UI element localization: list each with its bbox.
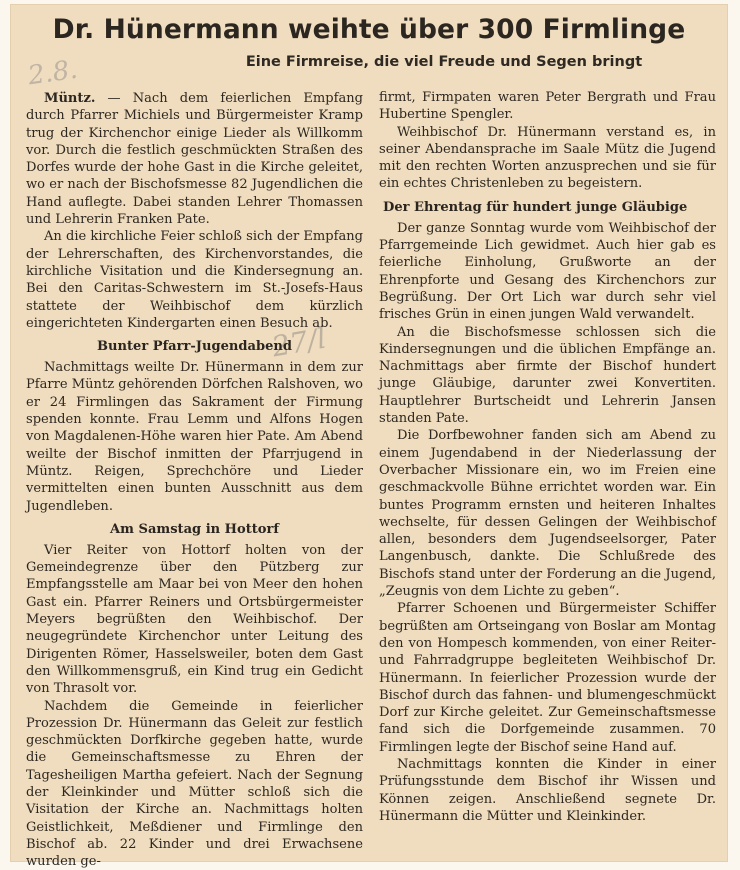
- paragraph: Der ganze Sonntag wurde vom Weihbischof der Pfarrgemeinde Lich gewidmet. Auch hier gab es feierliche Einholung, Grußworte an der Ehrenpforte und Gesang des Kirchenchors zur Begrüßung. Der Ort Lich war durch sehr viel frisches Grün in einen jungen Wald verwandelt.: [379, 220, 716, 324]
- paragraph: Nachmittags weilte Dr. Hünermann in dem zur Pfarre Müntz gehörenden Dörfchen Ralshoven, wo er 24 Firmlingen das Sakrament der Firmung spenden konnte. Frau Lemm und Alfons Hogen von Magdalenen-Höhe waren hier Pate. Am Abend weilte der Bischof inmitten der Pfarrjugend in Müntz. Reigen, Sprechchöre und Lieder vermittelten einen bunten Ausschnitt aus dem Jugendleben.: [26, 359, 363, 515]
- paragraph: Die Dorfbewohner fanden sich am Abend zu einem Jugendabend in der Niederlassung der Overbacher Missionare ein, wo im Freien eine geschmackvolle Bühne errichtet worden war. Ein buntes Programm ernsten und heiteren Inhaltes wechselte, für dessen Gelingen der Weihbischof allen, besonders dem Jugendseelsorger, Pater Langenbusch, dankte. Die Schlußrede des Bischofs stand unter der Forderung an die Jugend, „Zeugnis von dem Lichte zu geben“.: [379, 427, 716, 600]
- paragraph: Nachdem die Gemeinde in feierlicher Prozession Dr. Hünermann das Geleit zur festlich geschmückten Dorfkirche gegeben hatte, wurde die Gemeinschaftsmesse zu Ehren der Tagesheiligen Martha gefeiert. Nach der Segnung der Kleinkinder und Mütter schloß sich die Visitation der Kirche an. Nachmittags holten Geistlichkeit, Meßdiener und Firmlinge den Bischof ab. 22 Kinder und drei Erwachsene wurden ge-: [26, 698, 363, 870]
- article-column-right: [379, 89, 716, 825]
- section-heading: Bunter Pfarr-Jugendabend: [26, 338, 363, 355]
- article-subheadline: Eine Firmreise, die viel Freude und Segen bringt: [160, 54, 728, 70]
- paragraph: Vier Reiter von Hottorf holten von der Gemeindegrenze über den Pützberg zur Empfangsstelle am Maar bei von Meer den hohen Gast ein. Pfarrer Reiners und Ortsbürgermeister Meyers begrüßten den Weihbischof. Der neugegründete Kirchenchor unter Leitung des Dirigenten Römer, Hasselsweiler, boten dem Gast den Willkommensgruß, ein Kind trug ein Gedicht von Thrasolt vor.: [26, 542, 363, 698]
- handwritten-date-note: 2.8.: [26, 55, 79, 92]
- section-heading: Der Ehrentag für hundert junge Gläubige: [379, 199, 716, 216]
- newspaper-clipping: [10, 4, 728, 862]
- article-column-left: [26, 90, 363, 870]
- paragraph: Weihbischof Dr. Hünermann verstand es, in seiner Abendansprache im Saale Mütz die Jugend mit den rechten Worten anzusprechen und sie für ein echtes Christenleben zu begeistern.: [379, 124, 716, 193]
- paragraph: An die kirchliche Feier schloß sich der Empfang der Lehrerschaften, des Kirchenvorstandes, die kirchliche Visitation und die Kindersegnung an. Bei den Caritas-Schwestern im St.-Josefs-Haus stattete der Weihbischof dem kürzlich eingerichteten Kindergarten einen Besuch ab.: [26, 228, 363, 332]
- handwritten-margin-note: 27/l: [270, 322, 329, 364]
- article-headline: Dr. Hünermann weihte über 300 Firmlinge: [10, 14, 728, 45]
- paragraph: Pfarrer Schoenen und Bürgermeister Schiffer begrüßten am Ortseingang von Boslar am Montag den von Hompesch kommenden, von einer Reiter- und Fahrradgruppe begleiteten Weihbischof Dr. Hünermann. In feierlicher Prozession wurde der Bischof durch das fahnen- und blumengeschmückt Dorf zur Kirche geleitet. Zur Gemeinschaftsmesse fand sich die Dorfgemeinde zusammen. 70 Firmlingen legte der Bischof seine Hand auf.: [379, 600, 716, 756]
- paragraph: Nachmittags konnten die Kinder in einer Prüfungsstunde dem Bischof ihr Wissen und Können zeigen. Anschließend segnete Dr. Hünermann die Mütter und Kleinkinder.: [379, 756, 716, 825]
- section-heading: Am Samstag in Hottorf: [26, 521, 363, 538]
- dateline: Müntz.: [44, 91, 95, 106]
- paragraph: An die Bischofsmesse schlossen sich die Kindersegnungen und die üblichen Empfänge an. Nachmittags aber firmte der Bischof hundert junge Gläubige, darunter zwei Konvertiten. Hauptlehrer Burtscheidt und Lehrerin Jansen standen Pate.: [379, 324, 716, 428]
- paragraph: [26, 90, 363, 228]
- paragraph-text: — Nach dem feierlichen Empfang durch Pfarrer Michiels und Bürgermeister Kramp trug der Kirchenchor einige Lieder als Willkomm vor. Durch die festlich geschmückten Straßen des Dorfes wurde der hohe Gast in die Kirche geleitet, wo er nach der Bischofsmesse 82 Jugendlichen die Hand auflegte. Dabei standen Lehrer Thomassen und Lehrerin Franken Pate.: [26, 91, 363, 227]
- paragraph: firmt, Firmpaten waren Peter Bergrath und Frau Hubertine Spengler.: [379, 89, 716, 124]
